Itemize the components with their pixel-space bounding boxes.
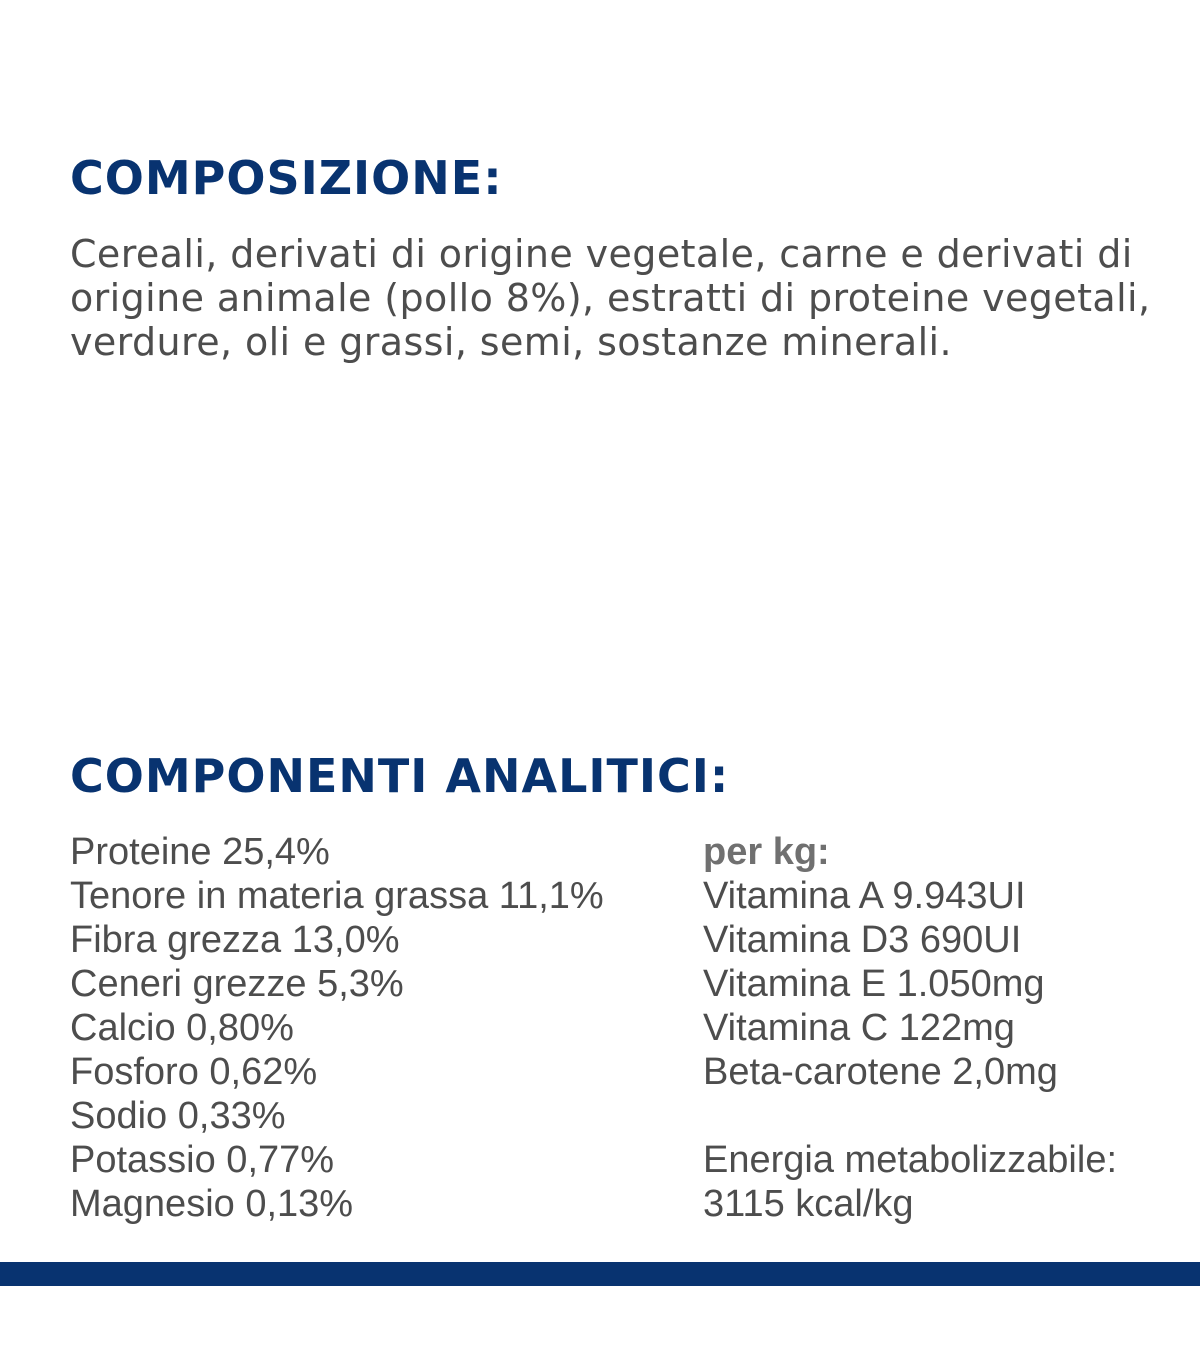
additive-item: Vitamina E 1.050mg: [703, 963, 1045, 1005]
energy-value: 3115 kcal/kg: [703, 1183, 914, 1225]
additive-item: Beta-carotene 2,0mg: [703, 1051, 1058, 1093]
composition-text: Cereali, derivati di origine vegetale, carne e derivati di origine animale (pollo 8%), estratti di proteine vegetali, verdure, oli e grassi, semi, sostanze minerali.: [70, 232, 1151, 364]
analytic-item: Calcio 0,80%: [70, 1007, 294, 1049]
list-spacer: [703, 1094, 1117, 1138]
analytics-list: [70, 830, 604, 1226]
additive-item: Vitamina A 9.943UI: [703, 875, 1026, 917]
analytic-item: Fibra grezza 13,0%: [70, 919, 400, 961]
additives-list: [703, 830, 1117, 1226]
analytic-item: Potassio 0,77%: [70, 1139, 335, 1181]
additive-item: Vitamina D3 690UI: [703, 919, 1022, 961]
analytic-item: Proteine 25,4%: [70, 831, 330, 873]
analytic-item: Magnesio 0,13%: [70, 1183, 354, 1225]
analytics-heading: COMPONENTI ANALITICI:: [70, 749, 730, 803]
analytic-item: Sodio 0,33%: [70, 1095, 286, 1137]
analytic-item: Tenore in materia grassa 11,1%: [70, 875, 604, 917]
footer-band: [0, 1262, 1200, 1286]
analytic-item: Fosforo 0,62%: [70, 1051, 318, 1093]
analytic-item: Ceneri grezze 5,3%: [70, 963, 404, 1005]
energy-label: Energia metabolizzabile:: [703, 1139, 1118, 1181]
composition-heading: COMPOSIZIONE:: [70, 151, 503, 205]
additive-item: Vitamina C 122mg: [703, 1007, 1015, 1049]
per-kg-label: per kg:: [703, 831, 830, 873]
